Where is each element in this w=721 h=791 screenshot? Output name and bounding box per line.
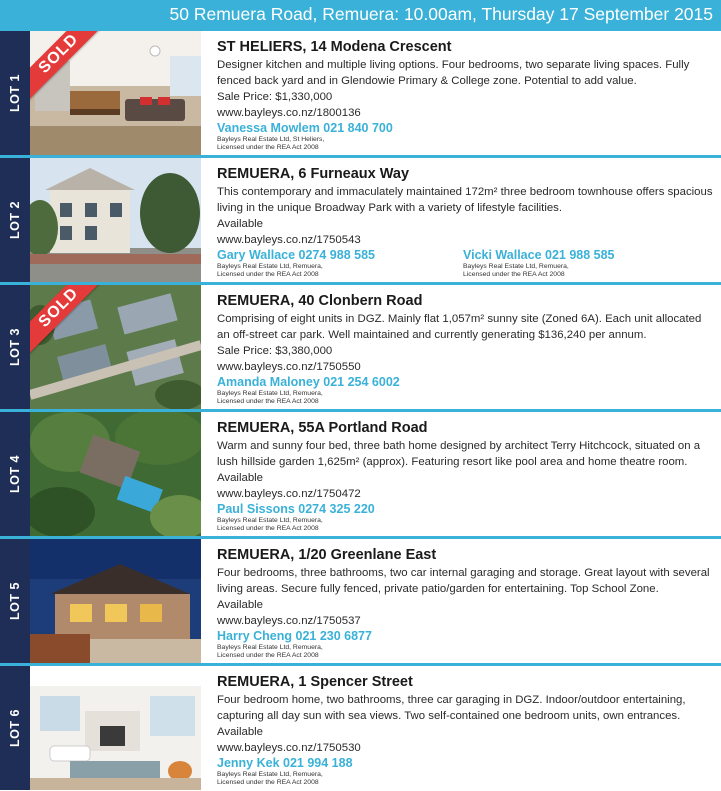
- property-photo-dusk-house[interactable]: [30, 539, 201, 663]
- property-photo-townhouse[interactable]: [30, 158, 201, 282]
- lot-price: Sale Price: $3,380,000: [217, 345, 333, 357]
- agents: [217, 248, 713, 276]
- lot-title: REMUERA, 1/20 Greenlane East: [217, 547, 437, 563]
- lot-number: LOT 1: [8, 74, 22, 112]
- agent-office: Bayleys Real Estate Ltd, Remuera,: [217, 644, 323, 651]
- lot-description: Comprising of eight units in DGZ. Mainly flat 1,057m² sunny site (Zoned 6A). Each unit allocated an off-street car park. Well maintained and currently generating $136,240 per annum.: [217, 313, 702, 341]
- lot-title: ST HELIERS, 14 Modena Crescent: [217, 39, 452, 55]
- lot-6: [0, 666, 721, 790]
- agent-contact: [217, 502, 375, 532]
- agent-contact: [217, 248, 375, 278]
- property-photo-aerial[interactable]: [30, 285, 201, 409]
- agent-office: Bayleys Real Estate Ltd, Remuera,: [463, 263, 569, 270]
- lot-number: LOT 3: [8, 328, 22, 366]
- listing-link[interactable]: www.bayleys.co.nz/1750537: [217, 615, 361, 627]
- property-photo-kitchen[interactable]: [30, 31, 201, 155]
- agent-license: Licensed under the REA Act 2008: [217, 651, 319, 659]
- lot-price: Available: [217, 726, 264, 738]
- agent-license: Licensed under the REA Act 2008: [217, 143, 319, 151]
- header-bar: [0, 0, 721, 31]
- agent-office: Bayleys Real Estate Ltd, Remuera,: [217, 390, 323, 397]
- lot-5: [0, 539, 721, 663]
- agent-name-phone[interactable]: Vicki Wallace 021 988 585: [463, 248, 615, 262]
- property-photo-living-room[interactable]: [30, 666, 201, 790]
- auction-venue-title: 50 Remuera Road, Remuera: 10.00am, Thursday 17 September 2015: [169, 4, 713, 24]
- agent-contact: [217, 121, 393, 151]
- agent-name-phone[interactable]: Harry Cheng 021 230 6877: [217, 629, 372, 643]
- agent-name-phone[interactable]: Vanessa Mowlem 021 840 700: [217, 121, 393, 135]
- listing-link[interactable]: www.bayleys.co.nz/1750472: [217, 488, 361, 500]
- lot-price: Available: [217, 218, 264, 230]
- lot-description: Warm and sunny four bed, three bath home designed by architect Terry Hitchcock, situated on a lush hillside garden 1,625m² (approx). Featuring resort like pool area and home theatre room.: [217, 440, 701, 468]
- lot-title: REMUERA, 6 Furneaux Way: [217, 166, 410, 182]
- listing-link[interactable]: www.bayleys.co.nz/1750543: [217, 234, 361, 246]
- agent-office: Bayleys Real Estate Ltd, Remuera,: [217, 517, 323, 524]
- listing-link[interactable]: www.bayleys.co.nz/1750530: [217, 742, 361, 754]
- agents: [217, 121, 713, 149]
- sold-ribbon: SOLD: [30, 31, 106, 101]
- agent-office: Bayleys Real Estate Ltd, St Heliers,: [217, 136, 325, 143]
- agents: [217, 375, 713, 403]
- agent-license: Licensed under the REA Act 2008: [463, 270, 565, 278]
- agent-license: Licensed under the REA Act 2008: [217, 778, 319, 786]
- lot-info: [217, 420, 713, 530]
- listing-link[interactable]: www.bayleys.co.nz/1800136: [217, 107, 361, 119]
- agents: [217, 502, 713, 530]
- agent-contact: [217, 756, 353, 786]
- lot-tab: [0, 31, 30, 155]
- lot-price: Available: [217, 472, 264, 484]
- agent-name-phone[interactable]: Jenny Kek 021 994 188: [217, 756, 353, 770]
- lot-tab: [0, 285, 30, 409]
- agent-contact: [217, 375, 400, 405]
- lot-title: REMUERA, 40 Clonbern Road: [217, 293, 423, 309]
- lot-3: [0, 285, 721, 409]
- agent-name-phone[interactable]: Paul Sissons 0274 325 220: [217, 502, 375, 516]
- lot-tab: [0, 666, 30, 790]
- lot-number: LOT 6: [8, 709, 22, 747]
- property-photo-garden-pool[interactable]: [30, 412, 201, 536]
- sold-ribbon: SOLD: [30, 285, 106, 355]
- agents: [217, 629, 713, 657]
- listing-link[interactable]: www.bayleys.co.nz/1750550: [217, 361, 361, 373]
- lot-info: [217, 166, 713, 276]
- lot-tab: [0, 539, 30, 663]
- lot-description: Four bedroom home, two bathrooms, three car garaging in DGZ. Indoor/outdoor entertaining, capturing all day sun with sea views. Two self-contained one bedroom units, own entrances.: [217, 694, 686, 722]
- lot-price: Available: [217, 599, 264, 611]
- lot-number: LOT 4: [8, 455, 22, 493]
- lot-info: [217, 293, 713, 403]
- lot-title: REMUERA, 1 Spencer Street: [217, 674, 413, 690]
- lot-title: REMUERA, 55A Portland Road: [217, 420, 428, 436]
- lot-1: [0, 31, 721, 155]
- lot-info: [217, 547, 713, 657]
- agent-name-phone[interactable]: Amanda Maloney 021 254 6002: [217, 375, 400, 389]
- agent-contact: [217, 629, 372, 659]
- agent-office: Bayleys Real Estate Ltd, Remuera,: [217, 263, 323, 270]
- agent-contact: [463, 248, 615, 278]
- lot-4: [0, 412, 721, 536]
- lot-tab: [0, 158, 30, 282]
- lot-number: LOT 5: [8, 582, 22, 620]
- agent-license: Licensed under the REA Act 2008: [217, 397, 319, 405]
- lot-info: [217, 674, 713, 784]
- agent-name-phone[interactable]: Gary Wallace 0274 988 585: [217, 248, 375, 262]
- lot-price: Sale Price: $1,330,000: [217, 91, 333, 103]
- lot-description: This contemporary and immaculately maintained 172m² three bedroom townhouse offers spacious living in the unique Broadway Park with a variety of lifestyle facilities.: [217, 186, 713, 214]
- lot-description: Four bedrooms, three bathrooms, two car internal garaging and storage. Great layout with several living areas. Secure fully fenced, private patio/garden for entertaining. Top School Zone.: [217, 567, 710, 595]
- agent-office: Bayleys Real Estate Ltd, Remuera,: [217, 771, 323, 778]
- agent-license: Licensed under the REA Act 2008: [217, 524, 319, 532]
- lot-tab: [0, 412, 30, 536]
- lot-2: [0, 158, 721, 282]
- lot-info: [217, 39, 713, 149]
- agent-license: Licensed under the REA Act 2008: [217, 270, 319, 278]
- agents: [217, 756, 713, 784]
- lot-number: LOT 2: [8, 201, 22, 239]
- lot-description: Designer kitchen and multiple living options. Four bedrooms, two separate living spaces. Fully fenced back yard and in Glendowie Primary & College zone. Potential to add value.: [217, 59, 690, 87]
